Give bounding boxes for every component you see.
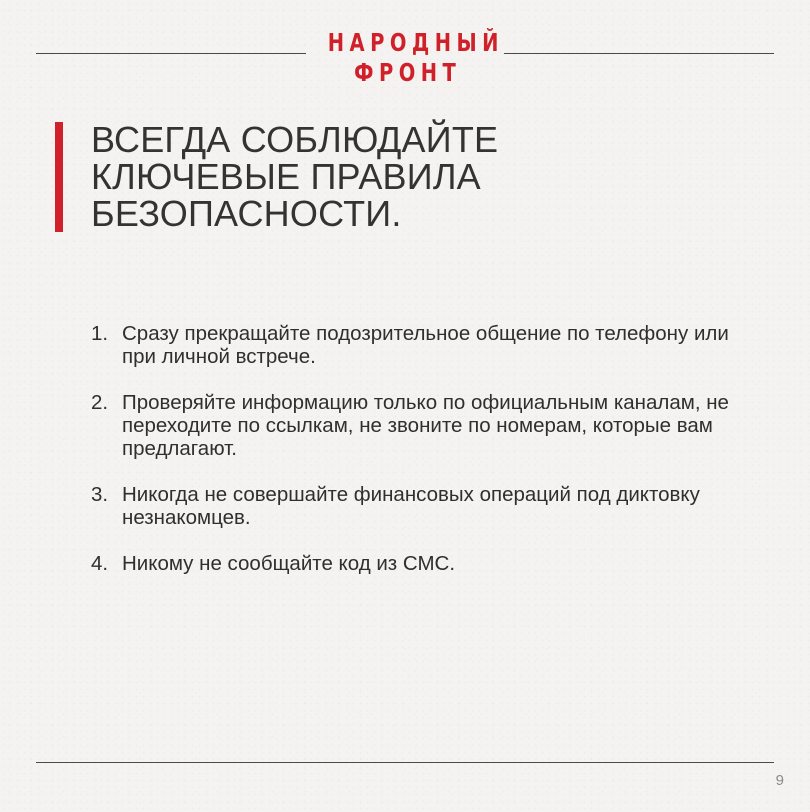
logo	[327, 28, 504, 88]
list-item-text: Никогда не совершайте финансовых операций под диктовку незнакомцев.	[122, 483, 700, 529]
header-divider-right	[504, 53, 774, 54]
page-header	[36, 28, 774, 92]
title-line-1: ВСЕГДА СОБЛЮДАЙТЕ	[91, 119, 499, 160]
page-number: 9	[775, 772, 784, 789]
logo-line-1: НАРОДНЫЙ	[327, 28, 504, 57]
title-line-3: БЕЗОПАСНОСТИ.	[91, 193, 402, 234]
list-item-number: 3.	[91, 483, 109, 506]
list-item-number: 2.	[91, 391, 109, 414]
page-title	[91, 121, 498, 232]
safety-rules-list	[91, 322, 731, 598]
list-item	[91, 322, 731, 368]
footer-divider	[36, 762, 774, 763]
list-item-number: 4.	[91, 552, 109, 575]
list-item	[91, 552, 731, 575]
headline-accent-bar	[55, 122, 63, 232]
list-item-text: Сразу прекращайте подозрительное общение по телефону или при личной встрече.	[122, 322, 729, 368]
title-line-2: КЛЮЧЕВЫЕ ПРАВИЛА	[91, 156, 481, 197]
header-divider-left	[36, 53, 306, 54]
list-item-text: Никому не сообщайте код из СМС.	[122, 552, 456, 575]
logo-line-2: ФРОНТ	[354, 58, 462, 87]
list-item-number: 1.	[91, 322, 109, 345]
list-item-text: Проверяйте информацию только по официальным каналам, не переходите по ссылкам, не звоните по номерам, которые вам предлагают.	[122, 391, 729, 460]
list-item	[91, 391, 731, 460]
list-item	[91, 483, 731, 529]
